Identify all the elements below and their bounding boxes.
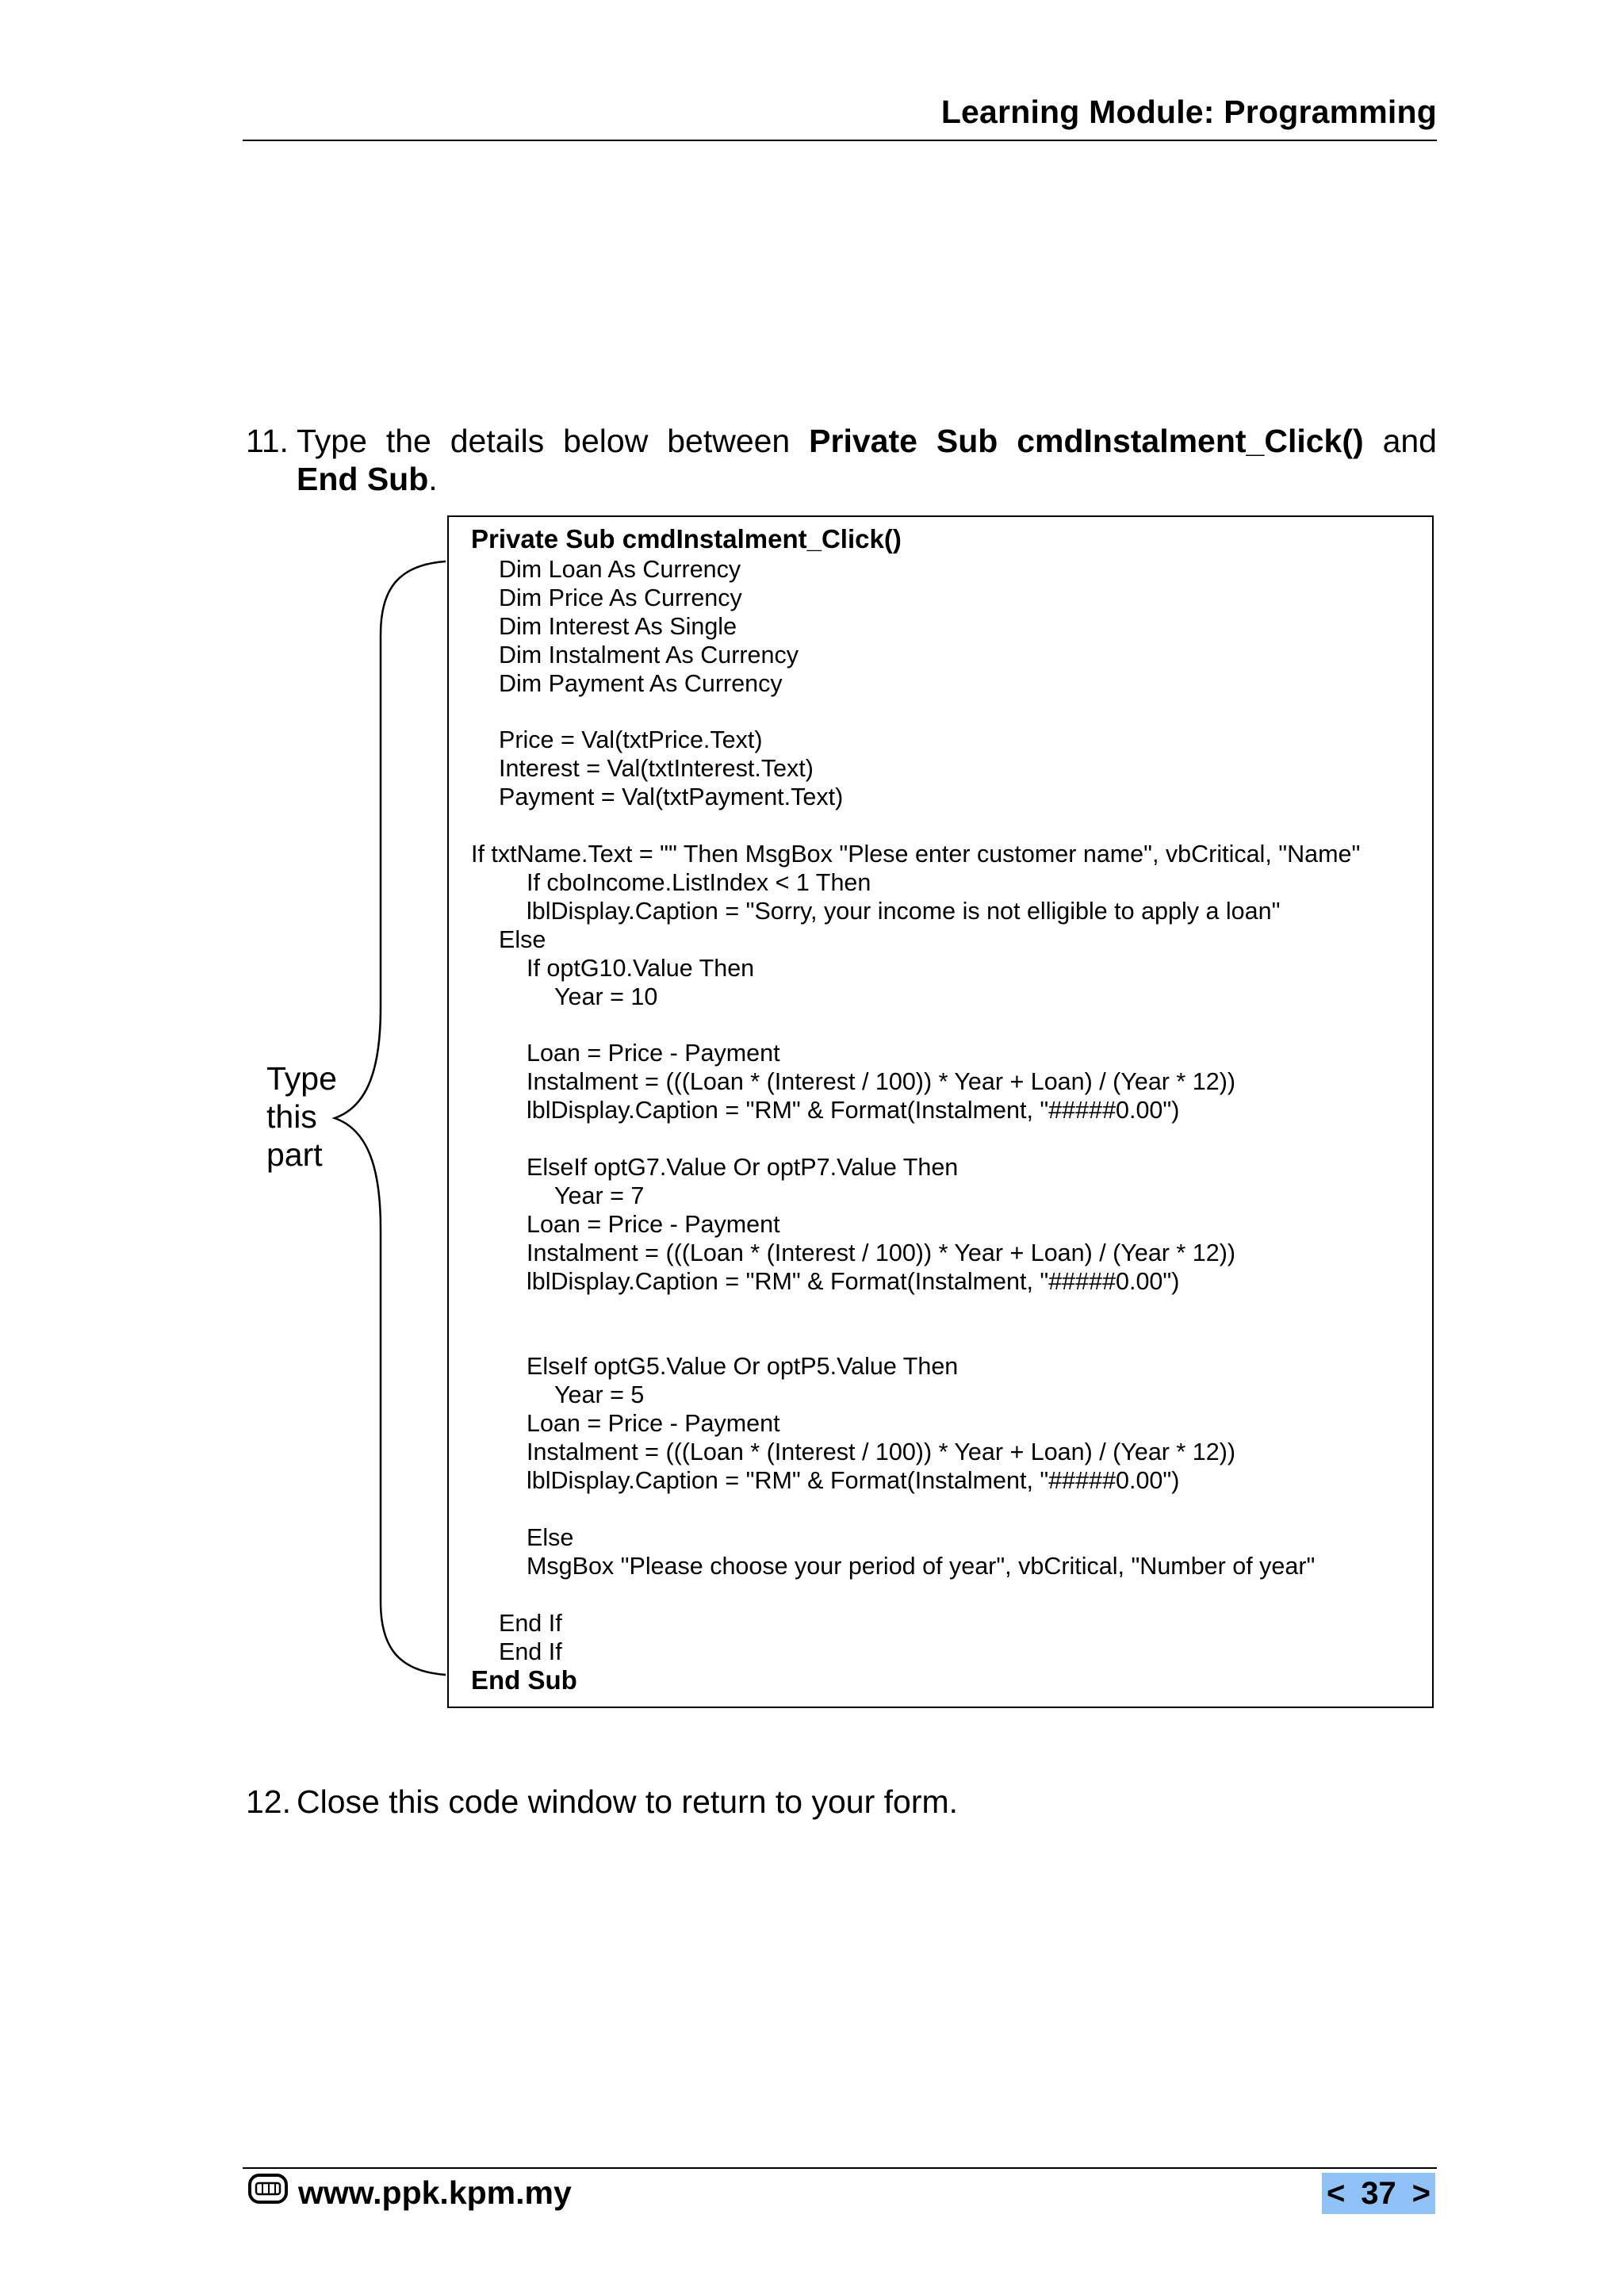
code-line: Dim Instalment As Currency xyxy=(499,642,799,668)
code-line: Year = 7 xyxy=(554,1182,645,1209)
keyword: cmdInstalment_Click() xyxy=(1017,423,1364,459)
code-line: Loan = Price - Payment xyxy=(527,1211,780,1238)
word: and xyxy=(1382,423,1437,459)
code-line: ElseIf optG5.Value Or optP5.Value Then xyxy=(527,1353,959,1380)
step-instruction xyxy=(297,422,1437,498)
code-line: Dim Loan As Currency xyxy=(499,556,741,583)
code-line: Dim Price As Currency xyxy=(499,584,742,611)
ppk-logo-icon xyxy=(247,2173,289,2205)
step-instruction: Close this code window to return to your form. xyxy=(297,1783,959,1820)
step-number: 12. xyxy=(246,1783,291,1820)
code-line: Dim Interest As Single xyxy=(499,613,737,640)
code-line: Payment = Val(txtPayment.Text) xyxy=(499,783,844,810)
code-line: Instalment = (((Loan * (Interest / 100)) * Year + Loan) / (Year * 12)) xyxy=(527,1239,1236,1266)
keyword: Private xyxy=(809,423,917,459)
word: details xyxy=(450,423,545,459)
code-line: Instalment = (((Loan * (Interest / 100)) * Year + Loan) / (Year * 12)) xyxy=(527,1438,1236,1465)
code-line: MsgBox "Please choose your period of year", vbCritical, "Number of year" xyxy=(527,1553,1316,1580)
code-line: Else xyxy=(499,926,546,953)
word: between xyxy=(667,423,791,459)
step-11 xyxy=(246,422,1437,498)
code-line: Interest = Val(txtInterest.Text) xyxy=(499,755,814,782)
word: the xyxy=(385,423,431,459)
code-line: Instalment = (((Loan * (Interest / 100)) * Year + Loan) / (Year * 12)) xyxy=(527,1068,1236,1095)
code-line: lblDisplay.Caption = "RM" & Format(Instalment, "#####0.00") xyxy=(527,1467,1180,1494)
instruction-line-2 xyxy=(297,460,1437,498)
annotation-line: Type xyxy=(266,1060,337,1097)
footer-divider xyxy=(243,2167,1437,2169)
step-12 xyxy=(246,1783,1437,1821)
code-line: Dim Payment As Currency xyxy=(499,670,783,697)
keyword: Sub xyxy=(936,423,998,459)
word: Type xyxy=(297,423,367,459)
code-line: Else xyxy=(527,1524,574,1551)
code-line: lblDisplay.Caption = "RM" & Format(Instalment, "#####0.00") xyxy=(527,1268,1180,1295)
punctuation: . xyxy=(428,461,438,497)
code-line: Loan = Price - Payment xyxy=(527,1040,780,1067)
code-line: Year = 10 xyxy=(554,983,658,1010)
code-line: Price = Val(txtPrice.Text) xyxy=(499,726,763,753)
page-number: 37 xyxy=(1361,2176,1396,2211)
code-line: Private Sub cmdInstalment_Click() xyxy=(471,524,902,554)
code-line: Year = 5 xyxy=(554,1381,645,1408)
code-line: If optG10.Value Then xyxy=(527,955,755,982)
code-listing xyxy=(447,515,1434,1708)
header-divider xyxy=(243,140,1437,141)
brace-annotation xyxy=(266,1059,337,1174)
keyword: End Sub xyxy=(297,461,429,497)
code-line: End Sub xyxy=(471,1665,577,1695)
header-title: Learning Module: Programming xyxy=(940,94,1437,130)
code-line: If cboIncome.ListIndex < 1 Then xyxy=(527,869,871,896)
code-line: ElseIf optG7.Value Or optP7.Value Then xyxy=(527,1154,959,1181)
word: below xyxy=(563,423,649,459)
code-line: End If xyxy=(499,1638,562,1665)
instruction-line-1 xyxy=(297,422,1437,460)
code-line: lblDisplay.Caption = "RM" & Format(Instalment, "#####0.00") xyxy=(527,1097,1180,1124)
next-page-link[interactable]: > xyxy=(1411,2176,1431,2211)
annotation-line: this xyxy=(266,1098,317,1135)
page-number-box xyxy=(1322,2173,1435,2214)
prev-page-link[interactable]: < xyxy=(1327,2176,1346,2211)
annotation-line: part xyxy=(266,1136,323,1173)
code-line: End If xyxy=(499,1610,562,1637)
step-number: 11. xyxy=(246,423,289,459)
code-line: Loan = Price - Payment xyxy=(527,1410,780,1437)
code-line: lblDisplay.Caption = "Sorry, your income is not elligible to apply a loan" xyxy=(527,898,1281,925)
footer-url[interactable]: www.ppk.kpm.my xyxy=(298,2174,572,2211)
code-line: If txtName.Text = "" Then MsgBox "Plese enter customer name", vbCritical, "Name" xyxy=(471,841,1361,868)
